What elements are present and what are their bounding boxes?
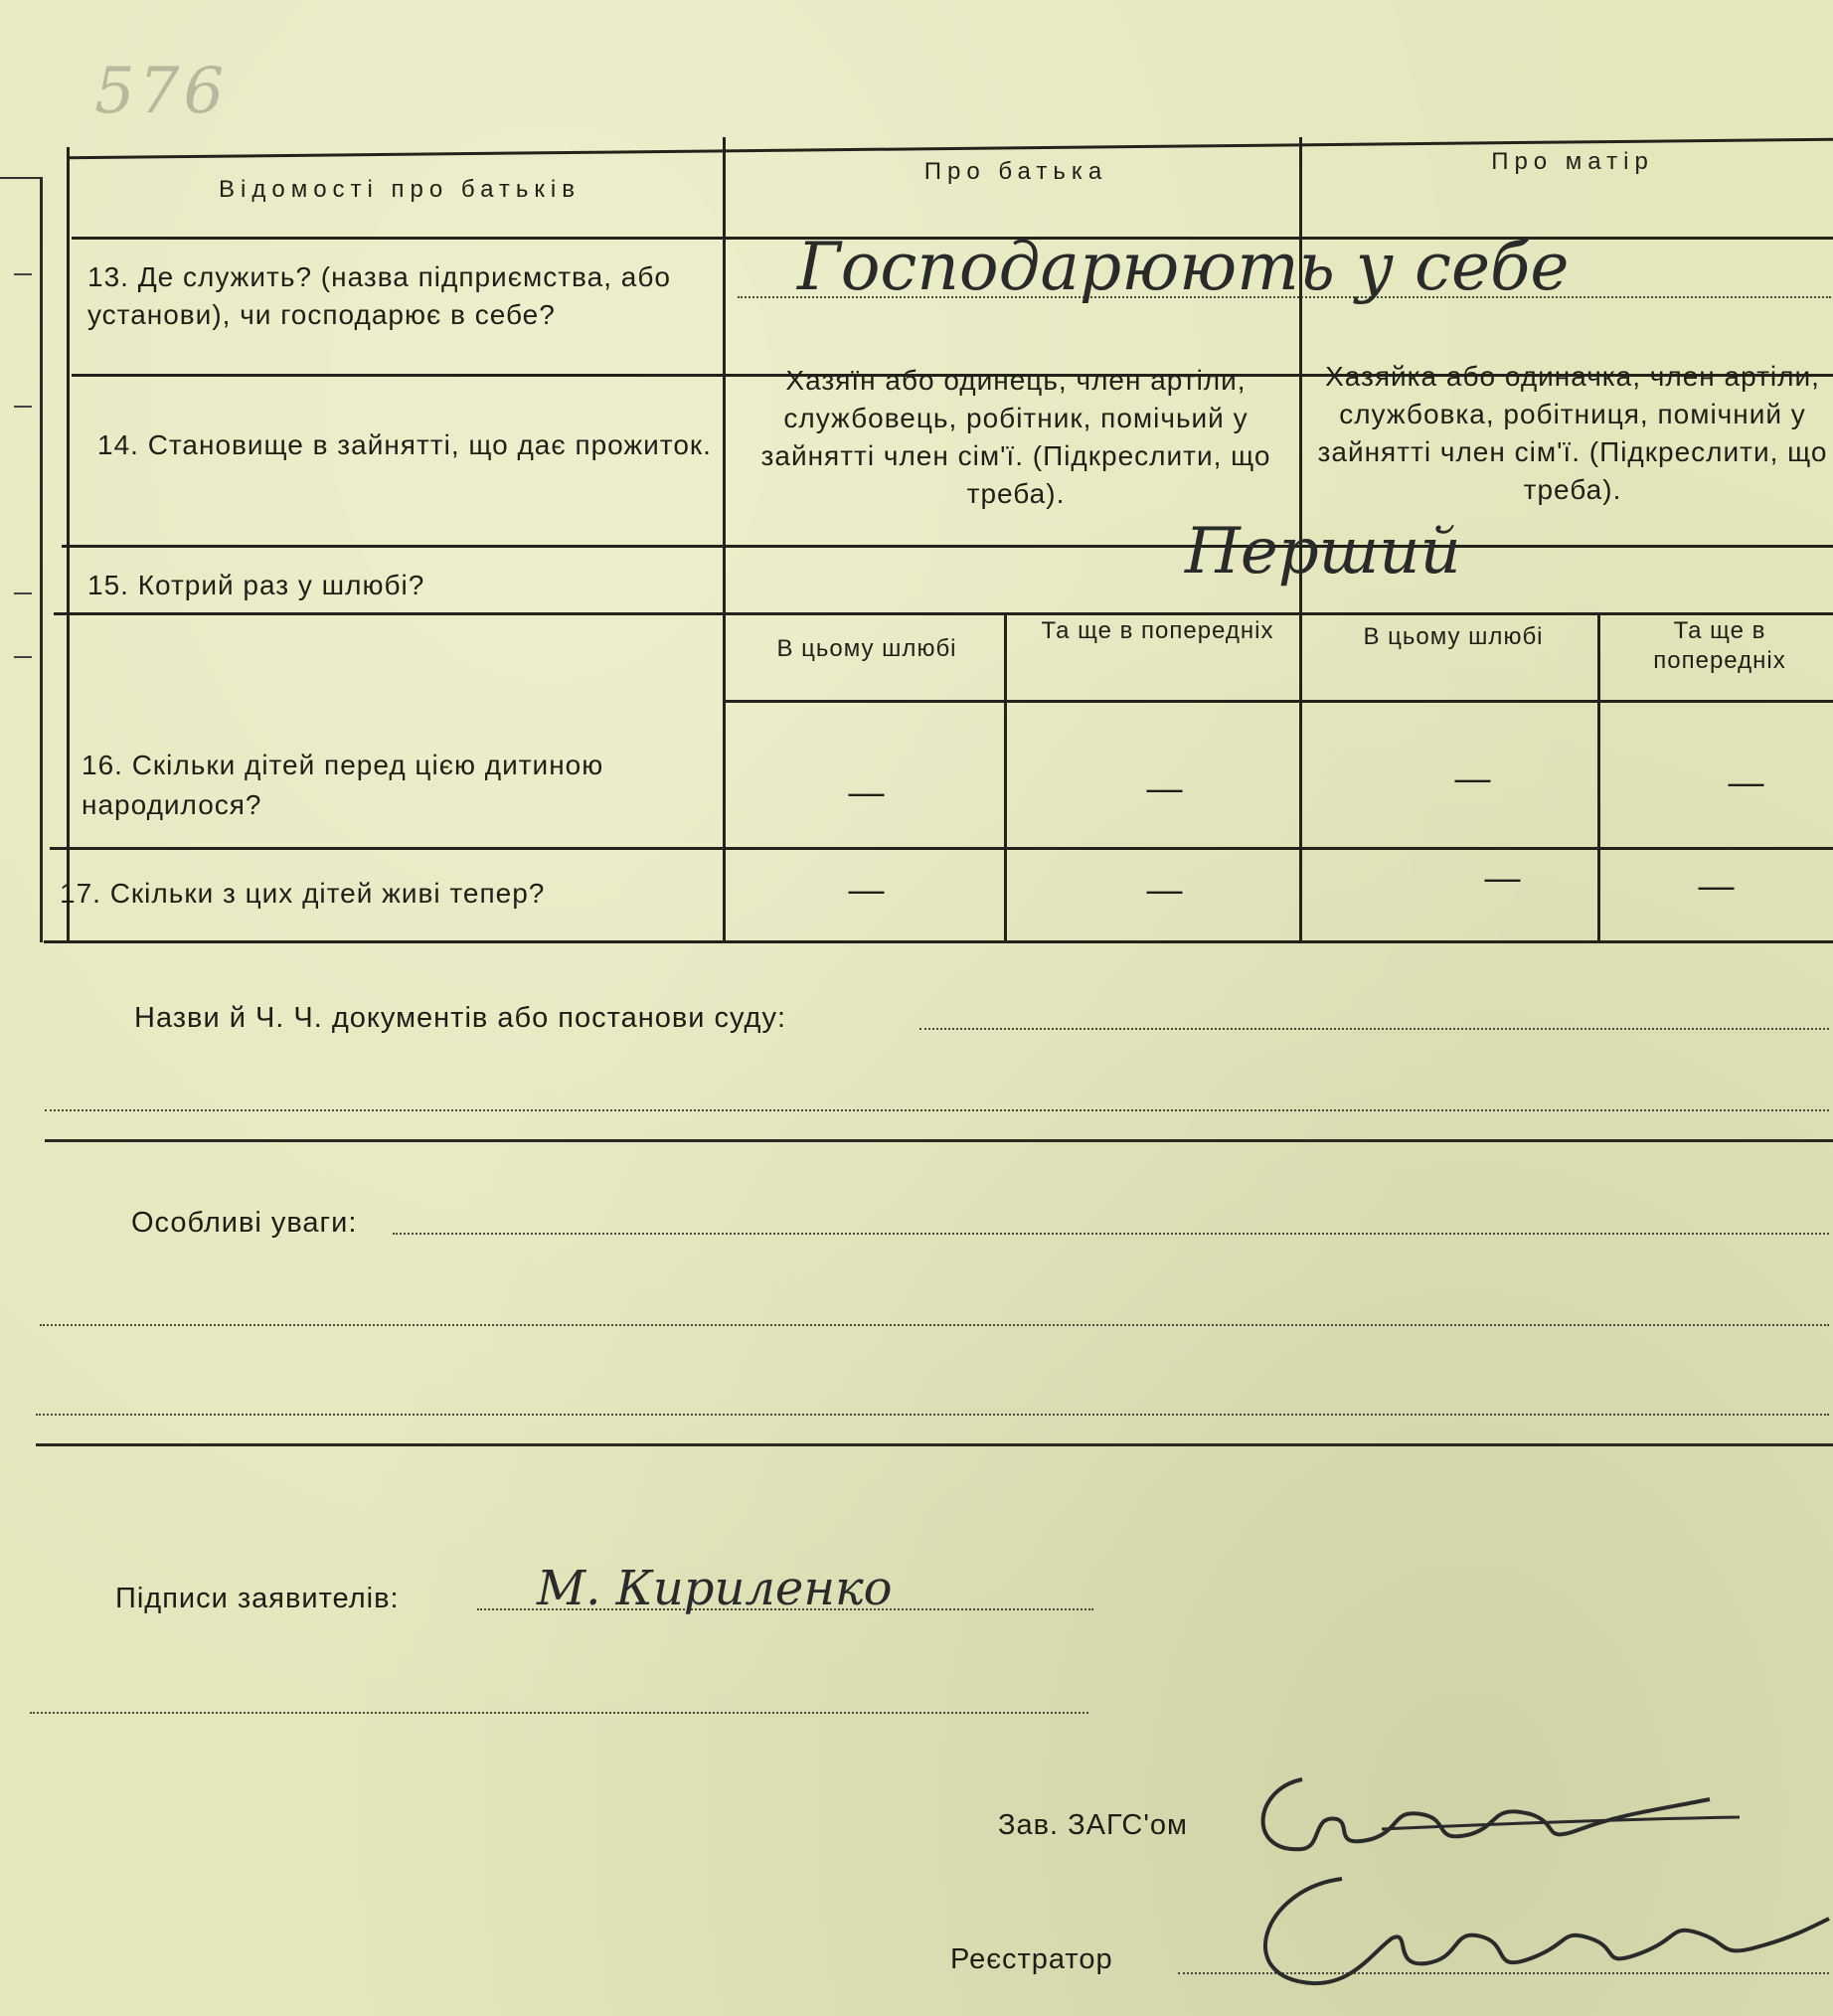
row17-value: — xyxy=(1484,857,1522,898)
documents-line xyxy=(45,1109,1829,1111)
archive-number-mark: 576 xyxy=(94,55,229,128)
row16-value: — xyxy=(1146,767,1184,808)
table-subcol-divider xyxy=(1597,612,1600,942)
section-divider xyxy=(36,1443,1833,1446)
binding-line xyxy=(0,177,40,179)
row16-question: 16. Скільки дітей перед цією дитиною народилося? xyxy=(82,750,604,820)
registrar-label: Реєстратор xyxy=(950,1943,1113,1975)
remarks-line xyxy=(393,1233,1829,1235)
zags-head-label: Зав. ЗАГС'ом xyxy=(998,1809,1188,1841)
margin-tick xyxy=(14,656,32,658)
documents-label: Назви й Ч. Ч. документів або постанови суду: xyxy=(134,1002,787,1034)
row14-father-options: Хазяїн або одинець, член артіли, службовець, робітник, помічьий у зайнятті член сім'ї. (Підкреслити, що треба). xyxy=(760,365,1271,509)
row15-handwritten-answer: Перший xyxy=(1185,515,1461,588)
applicant-signature: М. Кириленко xyxy=(537,1561,893,1616)
table-row-divider xyxy=(54,612,1833,615)
parents-info-table xyxy=(42,137,1833,944)
table-border-bottom xyxy=(44,940,1833,943)
row15-question: 15. Котрий раз у шлюбі? xyxy=(87,570,425,600)
row16-value: — xyxy=(1454,757,1492,798)
remarks-label: Особливі уваги: xyxy=(131,1207,358,1239)
table-subheader-divider xyxy=(723,700,1833,703)
row13-question: 13. Де служить? (назва підприємства, або установи), чи господарює в себе? xyxy=(87,261,671,330)
applicants-signatures-label: Підписи заявителів: xyxy=(115,1583,400,1614)
row16-mother-this-marriage: В цьому шлюбі xyxy=(1363,623,1544,650)
applicants-signature-line-2 xyxy=(30,1712,1088,1714)
remarks-line xyxy=(36,1414,1829,1416)
zags-head-signature xyxy=(1243,1760,1759,1869)
table-row-divider xyxy=(50,847,1833,850)
row17-value: — xyxy=(1698,865,1736,906)
section-divider xyxy=(45,1139,1833,1142)
margin-tick xyxy=(14,273,32,275)
header-parents-info: Відомості про батьків xyxy=(219,176,581,203)
registrar-signature xyxy=(1223,1859,1833,2008)
remarks-line xyxy=(40,1324,1829,1326)
row16-father-this-marriage: В цьому шлюбі xyxy=(776,635,957,662)
row16-value: — xyxy=(848,771,886,812)
margin-tick xyxy=(14,406,32,408)
header-mother: Про матір xyxy=(1491,148,1654,175)
row16-mother-previous: Та ще в попередніх xyxy=(1653,617,1786,674)
row16-value: — xyxy=(1728,761,1765,802)
row13-handwritten-answer: Господарюють у себе xyxy=(797,229,1570,305)
table-col-divider xyxy=(723,137,726,942)
documents-line xyxy=(919,1028,1829,1030)
table-row-divider xyxy=(62,545,1833,548)
row17-value: — xyxy=(848,869,886,910)
row17-question: 17. Скільки з цих дітей живі тепер? xyxy=(60,878,546,909)
row16-father-previous: Та ще в попередніх xyxy=(1041,617,1274,644)
table-border-left xyxy=(67,147,70,942)
header-father: Про батька xyxy=(923,158,1108,185)
row14-mother-options: Хазяйка або одиначка, член артіли, службовка, робітниця, помічний у зайнятті член сім'ї. (Підкреслити, що треба). xyxy=(1317,361,1828,505)
row17-value: — xyxy=(1146,869,1184,910)
row14-question: 14. Становище в зайнятті, що дає прожиток. xyxy=(97,429,712,460)
table-subcol-divider xyxy=(1004,612,1007,942)
margin-tick xyxy=(14,592,32,594)
